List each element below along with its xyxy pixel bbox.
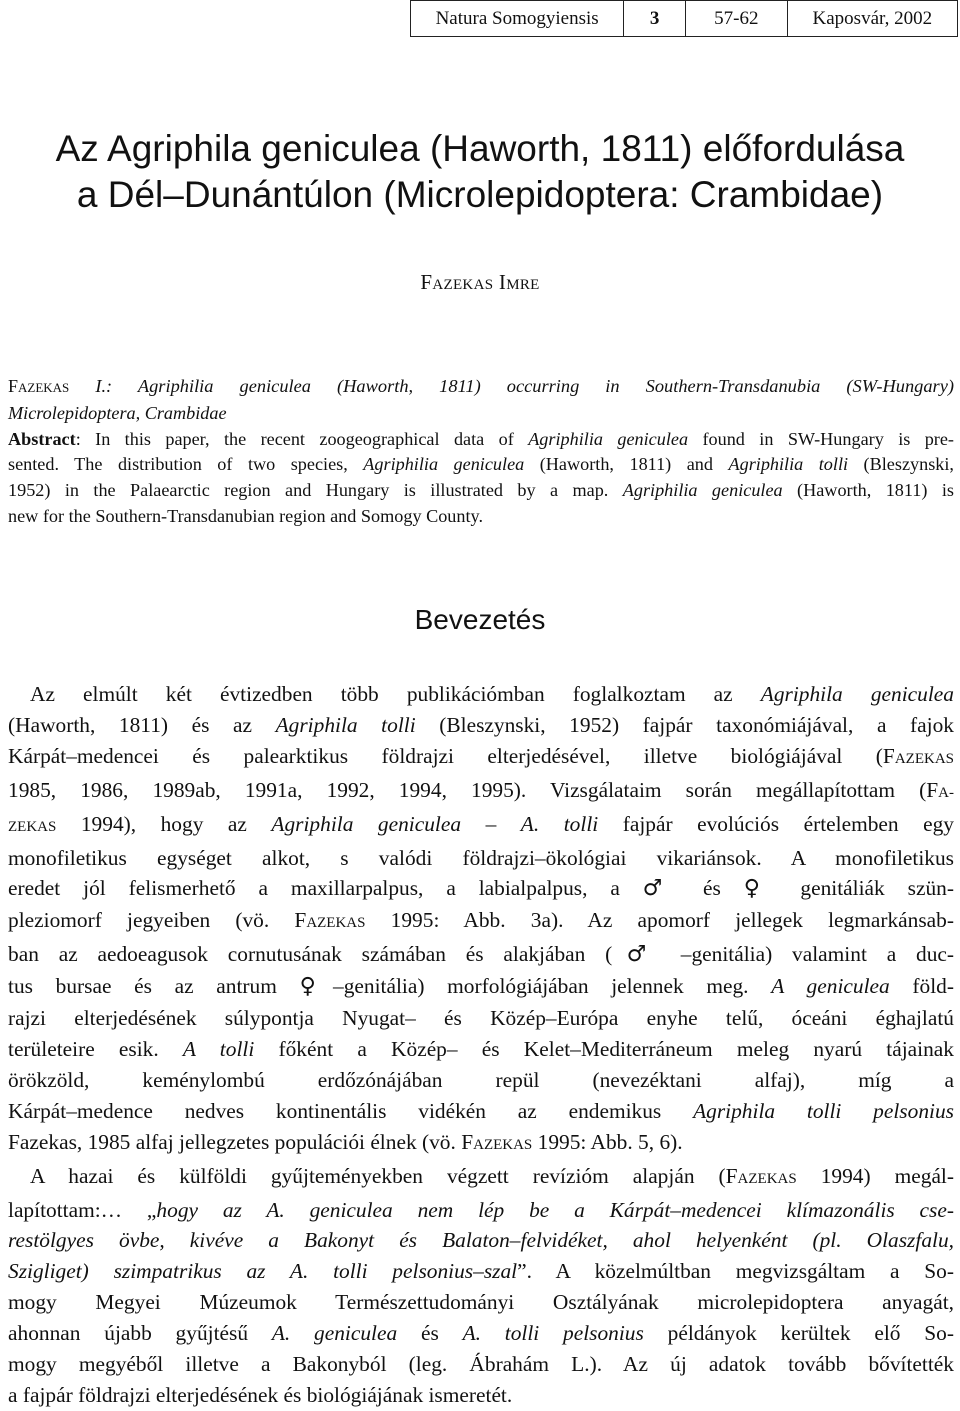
species-name: A. geniculea xyxy=(271,1321,398,1346)
text: Fazekas, 1985 alfaj jellegzetes populációi élnek (vö. xyxy=(8,1129,462,1154)
citation-keywords: Microlepidoptera, Crambidae xyxy=(8,402,227,423)
paragraph-line xyxy=(8,873,954,905)
text: 1995: Abb. 3a). Az apomorf jellegek legmarkánsab- xyxy=(365,908,954,933)
citation-text: I.: Agriphilia geniculea (Haworth, 1811) occurring in Southern-Transdanubia (SW-Hungary) xyxy=(69,376,954,396)
species-name: A. xyxy=(520,811,540,836)
paragraph-line: mogy Megyei Múzeumok Természettudományi Osztályának microlepidoptera anyagát, xyxy=(8,1290,954,1315)
paragraph-line: rajzi elterjedésének súlypontja Nyugat– és Közép–Európa enyhe telű, óceáni éghajlatú xyxy=(8,1006,954,1031)
abstract-text: (Haworth, 1811) is xyxy=(782,480,954,501)
male-symbol-icon: ♂ xyxy=(612,942,661,968)
text: genitáliák szün- xyxy=(777,876,955,901)
abstract-text: sented. The distribution of two species, xyxy=(8,454,364,475)
text: Az elmúlt két évtizedben több publikációmban foglalkoztam az xyxy=(30,682,761,706)
quoted-text: restölgyes övbe, kivéve a Bakonyt és Balaton–felvidéket, ahol helyenként (pl. Olaszfalu, xyxy=(8,1228,954,1253)
author-ref: A- xyxy=(938,784,954,801)
title-line-2: a Dél–Dunántúlon (Microlepidoptera: Crambidae) xyxy=(76,174,884,215)
paragraph-line xyxy=(8,1195,954,1226)
paragraph-line xyxy=(8,1034,954,1065)
abstract-text: (Bleszynski, xyxy=(848,454,954,475)
paragraph-line: örökzöld, keménylombú erdőzónájában repül (nevezéktani alfaj), míg a xyxy=(8,1067,954,1092)
text: – xyxy=(461,811,521,836)
species-name: A. tolli pelsonius xyxy=(462,1321,644,1346)
quoted-text: hogy az A. geniculea nem lép be a Kárpát–medencei klímazonális cse- xyxy=(156,1197,954,1222)
paragraph-line xyxy=(8,741,954,775)
author-ref: ZEKAS xyxy=(8,818,57,835)
author-initial-2: I xyxy=(498,270,507,294)
text: ban az aedoeagusok cornutusának számában és alakjában ( xyxy=(8,942,613,967)
journal-header xyxy=(410,0,958,37)
text: 1994) megál- xyxy=(796,1163,955,1188)
journal-place-year: Kaposvár, 2002 xyxy=(812,7,933,29)
text: lapítottam:… „ xyxy=(8,1197,157,1222)
paragraph-line: monofiletikus egységet alkot, s valódi földrajzi–ökológiai vikariánsok. A monofiletikus xyxy=(8,845,954,870)
species-name: Agriphila tolli pelsonius xyxy=(693,1098,954,1123)
text: (Haworth, 1811) és az xyxy=(8,712,276,737)
section-heading: Bevezetés xyxy=(414,604,546,635)
text: 1995: Abb. 5, 6). xyxy=(532,1129,683,1154)
author-ref: F xyxy=(926,777,939,802)
text: példányok kerültek elő So- xyxy=(643,1321,955,1346)
paragraph-line xyxy=(8,1318,954,1349)
species-name: Agriphilia geniculea xyxy=(622,480,783,501)
author-ref: F xyxy=(294,908,307,933)
paper-title xyxy=(0,126,960,218)
text: fajpár evolúciós értelemben egy xyxy=(598,811,954,836)
journal-name: Natura Somogyiensis xyxy=(411,1,624,36)
species-name: Agriphilia tolli xyxy=(728,454,849,475)
species-name: Agriphilia geniculea xyxy=(363,454,525,475)
species-name: Agriphila tolli xyxy=(275,712,416,737)
text: ”. A közelmúltban megvizsgáltam a So- xyxy=(517,1259,955,1284)
title-line-1: Az Agriphila geniculea (Haworth, 1811) előfordulása xyxy=(55,128,905,169)
text: –genitália) morfológiájában jelennek meg. xyxy=(333,974,772,999)
paragraph-line xyxy=(8,1161,954,1195)
paragraph-line xyxy=(8,1096,954,1127)
text xyxy=(539,812,564,836)
citation-line-2 xyxy=(8,401,954,427)
paragraph-line xyxy=(8,1256,954,1287)
journal-volume: 3 xyxy=(624,1,686,36)
author-ref: AZEKAS xyxy=(473,1136,533,1153)
abstract-text: : In this paper, the recent zoogeographical data of xyxy=(75,428,529,449)
citation-surname: AZEKAS xyxy=(18,380,70,395)
text: pleziomorf jegyeiben (vö. xyxy=(8,908,295,933)
text: 1985, 1986, 1989ab, 1991a, 1992, 1994, 1995). Vizsgálataim során megállapítottam ( xyxy=(8,777,927,802)
species-name: A tolli xyxy=(182,1036,255,1061)
abstract-block xyxy=(8,374,954,530)
paragraph-line: mogy megyéből illetve a Bakonyból (leg. Ábrahám L.). Az új adatok tovább bővítették xyxy=(8,1352,954,1377)
species-name: Agriphila geniculea xyxy=(271,811,462,836)
text: –genitália) valamint a duc- xyxy=(660,942,955,967)
author-given-rest: MRE xyxy=(506,277,540,293)
paragraph-line xyxy=(8,775,954,809)
paragraph-line: a fajpár földrajzi elterjedésének és biológiájának ismeretét. xyxy=(8,1382,513,1407)
paragraph-line xyxy=(8,710,954,741)
quoted-text: Szigliget) szimpatrikus az A. tolli pelsonius–szal xyxy=(8,1259,518,1284)
author-name xyxy=(0,270,960,295)
author-ref: F xyxy=(725,1163,738,1188)
female-symbol-icon: ♀ xyxy=(299,974,334,1000)
paragraph-line xyxy=(8,679,954,710)
author-ref: F xyxy=(461,1129,474,1154)
text: és xyxy=(680,876,744,901)
author-surname-rest: AZEKAS xyxy=(432,277,494,293)
paragraph-line xyxy=(8,809,954,843)
text: területeire esik. xyxy=(8,1036,183,1061)
text: A hazai és külföldi gyűjteményekben végzett revízióm alapján ( xyxy=(30,1163,726,1188)
species-name: tolli xyxy=(563,811,599,836)
text: Kárpát–medence nedves kontinentális vidékén az endemikus xyxy=(8,1098,694,1123)
abstract-text: found in SW-Hungary is pre- xyxy=(688,428,954,449)
paragraph-line xyxy=(8,939,954,971)
species-name: Agriphilia geniculea xyxy=(528,428,689,449)
male-symbol-icon: ♂ xyxy=(642,876,681,902)
abstract-line xyxy=(8,452,954,478)
author-ref: AZEKAS xyxy=(737,1170,797,1187)
author-ref: AZEKAS xyxy=(894,750,954,767)
species-name: Agriphila geniculea xyxy=(760,682,954,706)
text: 1994), hogy az xyxy=(56,811,272,836)
text: Kárpát–medencei és palearktikus földrajzi elterjedésével, illetve biológiájával ( xyxy=(8,743,883,768)
text: föld- xyxy=(889,974,954,999)
abstract-line: new for the Southern-Transdanubian region and Somogy County. xyxy=(8,505,484,526)
body-text xyxy=(8,679,954,1411)
abstract-text: (Haworth, 1811) and xyxy=(524,454,729,475)
abstract-line xyxy=(8,427,954,453)
author-ref: F xyxy=(882,743,895,768)
citation-initial: F xyxy=(8,376,19,396)
paragraph-line xyxy=(8,1225,954,1256)
citation-line xyxy=(8,374,954,401)
paragraph-line xyxy=(8,971,954,1003)
author-initial: F xyxy=(420,270,433,294)
text: tus bursae és az antrum xyxy=(8,974,300,999)
text: (Bleszynski, 1952) fajpár taxonómiájával, a fajok xyxy=(415,712,954,737)
abstract-label: Abstract xyxy=(8,428,76,449)
species-name: A geniculea xyxy=(771,974,890,999)
abstract-line xyxy=(8,478,954,504)
author-ref: AZEKAS xyxy=(306,915,366,932)
journal-pages: 57-62 xyxy=(686,1,788,36)
female-symbol-icon: ♀ xyxy=(743,876,778,902)
text: eredet jól felismerhető a maxillarpalpus, a labialpalpus, a xyxy=(8,876,643,901)
paragraph-line xyxy=(8,905,954,939)
text: és xyxy=(397,1321,463,1346)
text: főként a Közép– és Kelet–Mediterráneum meleg nyarú tájainak xyxy=(254,1036,954,1061)
paragraph-line xyxy=(8,1127,954,1161)
abstract-text: 1952) in the Palaearctic region and Hungary is illustrated by a map. xyxy=(8,480,623,501)
text: ahonnan újabb gyűjtésű xyxy=(8,1321,272,1346)
